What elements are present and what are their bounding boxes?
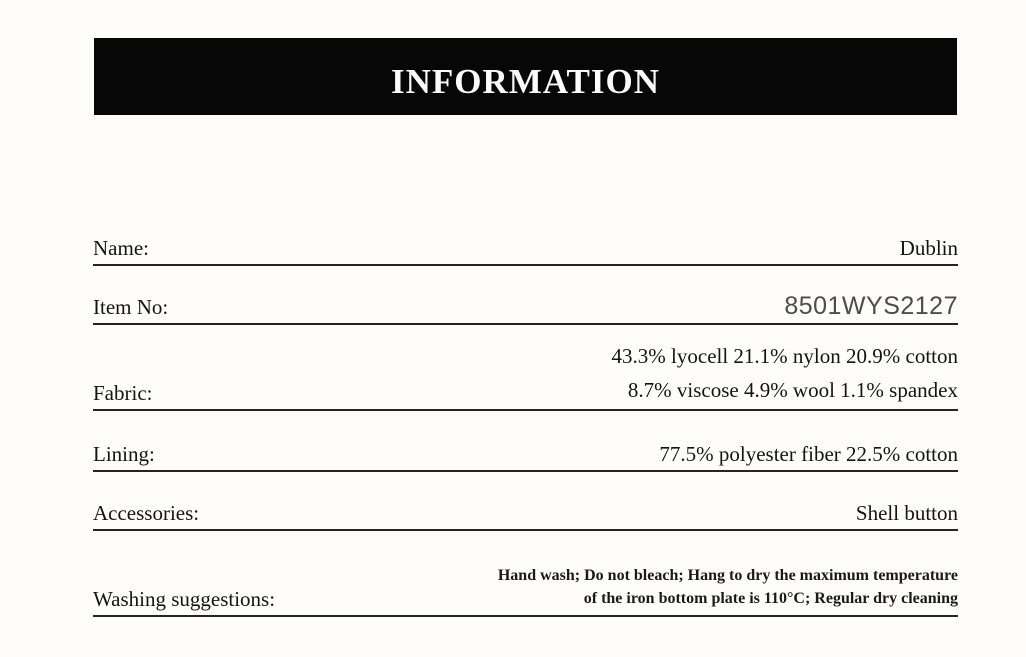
fabric-label: Fabric:: [93, 381, 153, 405]
row-washing: [93, 563, 958, 617]
lining-value: 77.5% polyester fiber 22.5% cotton: [659, 442, 958, 466]
washing-suggestions-label: Washing suggestions:: [93, 587, 276, 611]
washing-value-line-1: Hand wash; Do not bleach; Hang to dry the maximum temperature: [497, 567, 958, 584]
name-value: Dublin: [899, 236, 958, 260]
information-title: INFORMATION: [391, 61, 660, 101]
row-lining: [93, 436, 958, 472]
row-item-no: [93, 287, 958, 325]
row-name: [93, 232, 958, 266]
item-no-label: Item No:: [93, 295, 169, 319]
row-fabric: [93, 337, 958, 411]
accessories-label: Accessories:: [93, 501, 200, 525]
fabric-value-line-1: 43.3% lyocell 21.1% nylon 20.9% cotton: [611, 344, 958, 368]
fabric-value-line-2: 8.7% viscose 4.9% wool 1.1% spandex: [627, 378, 958, 402]
row-accessories: [93, 495, 958, 531]
accessories-value: Shell button: [855, 501, 958, 525]
lining-label: Lining:: [93, 442, 155, 466]
information-header-bar: [94, 38, 957, 115]
fabric-value: [612, 339, 958, 409]
washing-value-line-2: of the iron bottom plate is 110°C; Regular dry cleaning: [583, 590, 958, 607]
washing-suggestions-value: [498, 564, 958, 615]
item-no-value: 8501WYS2127: [784, 292, 958, 320]
name-label: Name:: [93, 236, 149, 260]
